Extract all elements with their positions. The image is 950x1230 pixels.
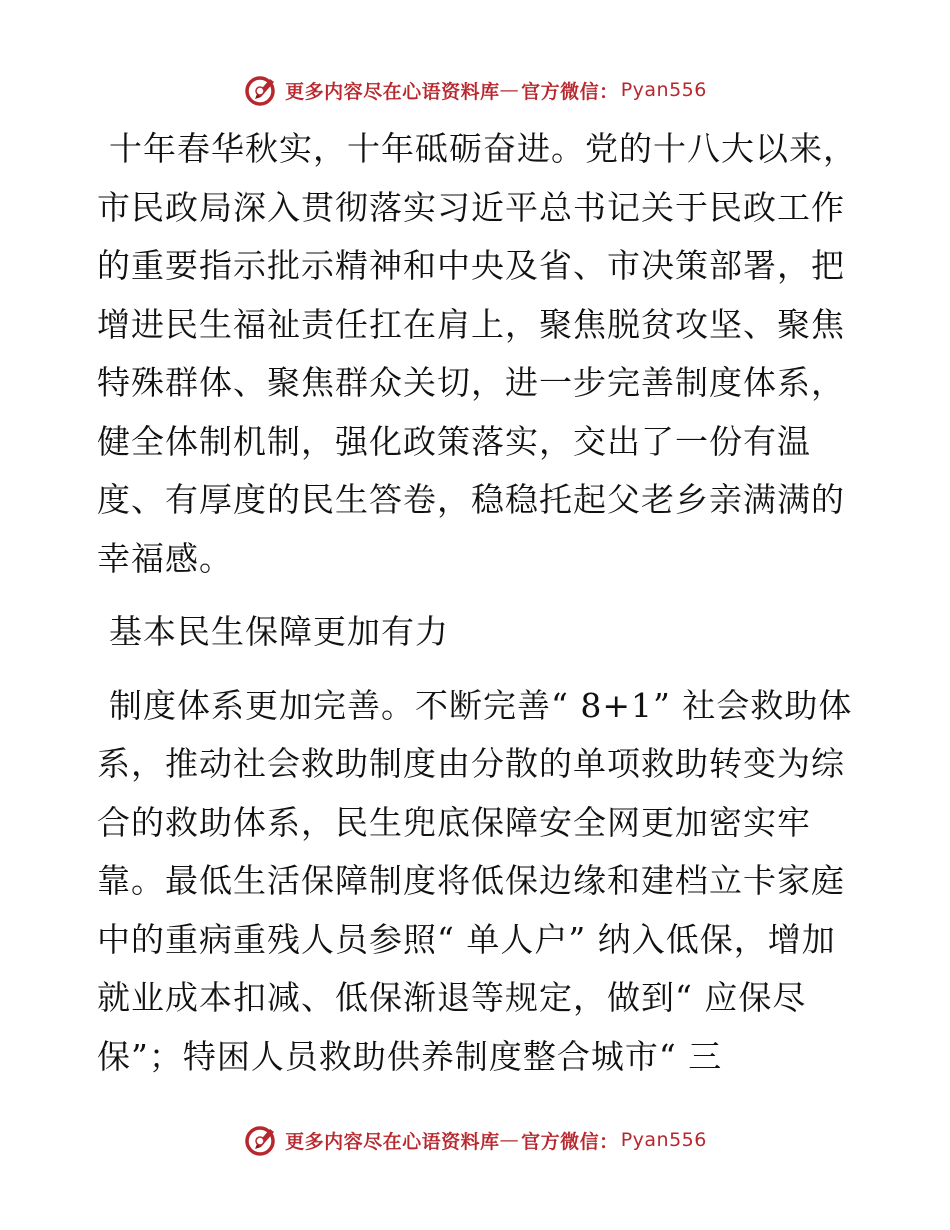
banner-dash: — bbox=[499, 1129, 520, 1151]
banner-main-text: 更多内容尽在心语资料库 bbox=[285, 80, 500, 103]
banner-main-text: 更多内容尽在心语资料库 bbox=[285, 1130, 500, 1153]
pen-nib-circle-logo-icon bbox=[243, 1122, 279, 1158]
article-paragraph-2: 制度体系更加完善。不断完善“ 8+1” 社会救助体系，推动社会救助制度由分散的单项救助转变为综合的救助体系，民生兜底保障安全网更加密实牢靠。最低生活保障制度将低保边缘和建档立卡家庭中的重病重残人员参照“ 单人户” 纳入低保，增加就业成本扣减、低保渐退等规定，做到“ 应保尽保”；特困人员救助供养制度整合城市“ 三 bbox=[97, 685, 853, 1076]
article-body bbox=[97, 120, 857, 1086]
article-section-heading: 基本民生保障更加有力 bbox=[109, 612, 449, 651]
banner-account: Pyan556 bbox=[620, 79, 707, 101]
pen-nib-circle-logo-icon bbox=[243, 72, 279, 108]
header-watermark-banner bbox=[0, 70, 950, 110]
banner-official-label: 官方微信： bbox=[521, 1130, 619, 1153]
banner-official-label: 官方微信： bbox=[521, 80, 619, 103]
footer-watermark-banner bbox=[0, 1120, 950, 1160]
banner-dash: — bbox=[499, 79, 520, 101]
article-paragraph-1: 十年春华秋实，十年砥砺奋进。党的十八大以来，市民政局深入贯彻落实习近平总书记关于民政工作的重要指示批示精神和中央及省、市决策部署，把增进民生福祉责任扛在肩上，聚焦脱贫攻坚、聚焦特殊群体、聚焦群众关切，进一步完善制度体系，健全体制机制，强化政策落实，交出了一份有温度、有厚度的民生答卷，稳稳托起父老乡亲满满的幸福感。 bbox=[97, 129, 857, 578]
banner-account: Pyan556 bbox=[620, 1129, 707, 1151]
